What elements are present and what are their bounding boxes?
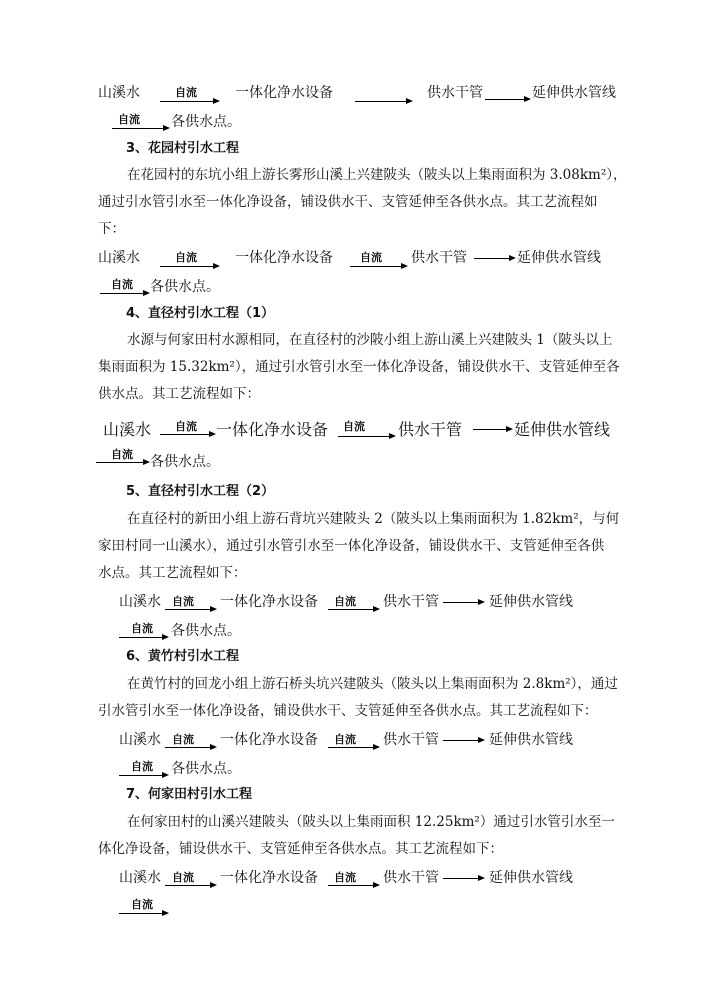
flow-points: 各供水点。 — [171, 114, 241, 130]
flow-arrow — [100, 293, 148, 294]
flow-arrow — [96, 462, 148, 463]
flow-arrow — [443, 602, 483, 603]
flow-arrow — [165, 609, 215, 610]
flow-arrow — [119, 913, 167, 914]
flow-device: 一体化净水设备 — [220, 594, 318, 610]
flow-label: 自流 — [118, 113, 140, 126]
flow-source: 山溪水 — [119, 594, 161, 610]
flow-points: 各供水点。 — [150, 279, 220, 295]
section-heading: 5、直径村引水工程（2） — [126, 484, 275, 499]
flow-extend: 延伸供水管线 — [489, 732, 573, 748]
flow-main-pipe: 供水干管 — [383, 870, 439, 886]
flow-source: 山溪水 — [103, 420, 152, 439]
flow-device: 一体化净水设备 — [235, 85, 333, 101]
flow-points: 各供水点。 — [150, 454, 220, 470]
flow-label: 自流 — [175, 420, 197, 433]
flow-main-pipe: 供水干管 — [398, 420, 463, 439]
flow-label: 自流 — [334, 595, 356, 608]
flow-device: 一体化净水设备 — [235, 250, 333, 266]
flow-arrow — [160, 266, 218, 267]
flow-points: 各供水点。 — [171, 623, 241, 639]
flow-label: 自流 — [343, 420, 365, 433]
flow-arrow — [443, 740, 483, 741]
flow-main-pipe: 供水干管 — [411, 250, 467, 266]
flow-arrow — [350, 266, 406, 267]
flow-label: 自流 — [360, 251, 382, 264]
flow-device: 一体化净水设备 — [216, 420, 329, 439]
flow-label: 自流 — [131, 622, 153, 635]
flow-label: 自流 — [175, 86, 197, 99]
flow-arrow — [165, 885, 215, 886]
paragraph-line: 下： — [98, 221, 125, 237]
flow-extend: 延伸供水管线 — [489, 594, 573, 610]
flow-arrow — [112, 128, 168, 129]
flow-label: 自流 — [131, 898, 153, 911]
paragraph-line: 供水点。其工艺流程如下： — [98, 386, 260, 402]
flow-arrow — [328, 609, 378, 610]
paragraph-line: 通过引水管引水至一体化净设备，铺设供水干、支管延伸至各供水点。其工艺流程如 — [98, 194, 598, 210]
flow-arrow — [119, 637, 167, 638]
paragraph-line: 水点。其工艺流程如下： — [98, 565, 247, 581]
flow-extend: 延伸供水管线 — [489, 870, 573, 886]
flow-label: 自流 — [172, 595, 194, 608]
flow-label: 自流 — [111, 448, 133, 461]
section-heading: 3、花园村引水工程 — [126, 141, 240, 156]
flow-label: 自流 — [175, 251, 197, 264]
flow-main-pipe: 供水干管 — [383, 732, 439, 748]
flow-label: 自流 — [334, 871, 356, 884]
flow-arrow — [338, 436, 394, 437]
paragraph-line: 在直径村的新田小组上游石背坑兴建陂头 2（陂头以上集雨面积为 1.82km²，与何 — [127, 511, 620, 527]
paragraph-line: 体化净设备，铺设供水干、支管延伸至各供水点。其工艺流程如下： — [98, 841, 503, 857]
flow-points: 各供水点。 — [171, 761, 241, 777]
flow-arrow — [165, 747, 215, 748]
flow-label: 自流 — [172, 871, 194, 884]
flow-device: 一体化净水设备 — [220, 732, 318, 748]
flow-arrow — [119, 775, 167, 776]
flow-main-pipe: 供水干管 — [427, 85, 483, 101]
flow-extend: 延伸供水管线 — [517, 250, 601, 266]
flow-arrow — [160, 434, 214, 435]
flow-extend: 延伸供水管线 — [514, 420, 611, 439]
flow-source: 山溪水 — [119, 732, 161, 748]
flow-arrow — [443, 878, 483, 879]
flow-source: 山溪水 — [98, 85, 140, 101]
paragraph-line: 引水管引水至一体化净设备，铺设供水干、支管延伸至各供水点。其工艺流程如下： — [98, 703, 598, 719]
section-heading: 7、何家田村引水工程 — [126, 787, 253, 802]
flow-arrow — [355, 101, 411, 102]
paragraph-line: 水源与何家田村水源相同，在直径村的沙陂小组上游山溪上兴建陂头 1（陂头以上 — [127, 332, 613, 348]
flow-arrow — [485, 99, 529, 100]
flow-extend: 延伸供水管线 — [532, 85, 616, 101]
flow-arrow — [328, 885, 378, 886]
flow-arrow — [474, 258, 514, 259]
flow-arrow — [160, 101, 218, 102]
flow-main-pipe: 供水干管 — [383, 594, 439, 610]
flow-arrow — [473, 429, 511, 430]
flow-arrow — [328, 747, 378, 748]
paragraph-line: 在黄竹村的回龙小组上游石桥头坑兴建陂头（陂头以上集雨面积为 2.8km²），通过 — [127, 676, 618, 692]
flow-label: 自流 — [111, 278, 133, 291]
flow-device: 一体化净水设备 — [220, 870, 318, 886]
flow-source: 山溪水 — [98, 250, 140, 266]
paragraph-line: 集雨面积为 15.32km²），通过引水管引水至一体化净设备，铺设供水干、支管延伸至各 — [98, 359, 620, 375]
flow-source: 山溪水 — [119, 870, 161, 886]
section-heading: 6、黄竹村引水工程 — [126, 649, 240, 664]
section-heading: 4、直径村引水工程（1） — [126, 306, 275, 321]
paragraph-line: 在花园村的东坑小组上游长雾形山溪上兴建陂头（陂头以上集雨面积为 3.08km²）， — [127, 167, 627, 183]
paragraph-line: 在何家田村的山溪兴建陂头（陂头以上集雨面积 12.25km²）通过引水管引水至一 — [127, 814, 615, 830]
paragraph-line: 家田村同一山溪水），通过引水管引水至一体化净设备，铺设供水干、支管延伸至各供 — [98, 538, 605, 554]
flow-label: 自流 — [131, 760, 153, 773]
flow-label: 自流 — [334, 733, 356, 746]
flow-label: 自流 — [172, 733, 194, 746]
